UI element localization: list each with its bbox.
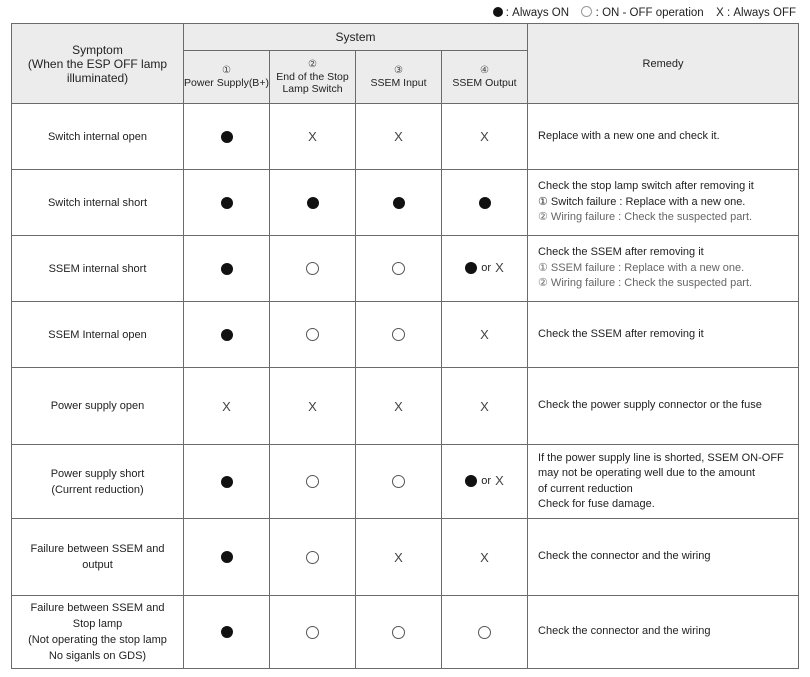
state-cell bbox=[356, 368, 442, 445]
symptom-text: Power supply short bbox=[50, 467, 145, 480]
always-on-dot-icon bbox=[221, 551, 233, 563]
legend-sep-2: : bbox=[595, 7, 599, 19]
always-off-x-icon: X bbox=[480, 327, 489, 342]
state-cell bbox=[184, 236, 270, 302]
table-row bbox=[12, 170, 799, 236]
always-on-dot-icon bbox=[493, 7, 503, 17]
legend-on-off: ON - OFF operation bbox=[602, 7, 704, 19]
on-off-circle-icon bbox=[306, 551, 319, 564]
state-cell bbox=[184, 596, 270, 669]
symptom-header: Symptom (When the ESP OFF lamp illuminated) bbox=[12, 24, 184, 104]
always-on-dot-icon bbox=[479, 197, 491, 209]
always-off-x-icon: X bbox=[480, 549, 489, 565]
always-off-x-icon: X bbox=[222, 398, 231, 414]
always-on-dot-icon bbox=[465, 475, 477, 487]
state-cell bbox=[270, 445, 356, 519]
state-cell bbox=[442, 236, 528, 302]
state-cell bbox=[442, 368, 528, 445]
on-off-circle-icon bbox=[306, 262, 319, 275]
symptom-text: (Current reduction) bbox=[51, 483, 144, 496]
state-cell bbox=[270, 302, 356, 368]
state-cell bbox=[184, 170, 270, 236]
state-cell bbox=[442, 170, 528, 236]
on-off-circle-icon bbox=[306, 328, 319, 341]
state-cell bbox=[356, 302, 442, 368]
state-cell bbox=[184, 302, 270, 368]
state-cell bbox=[270, 104, 356, 170]
symptom-text: output bbox=[82, 559, 113, 571]
state-cell bbox=[270, 236, 356, 302]
column-label: SSEM Input bbox=[370, 77, 427, 89]
symptom-cell bbox=[12, 445, 184, 519]
always-off-x-icon: X bbox=[394, 129, 403, 144]
symptom-cell bbox=[12, 368, 184, 445]
remedy-cell bbox=[528, 519, 799, 596]
system-column-header bbox=[184, 51, 270, 104]
state-cell bbox=[270, 170, 356, 236]
on-off-circle-icon bbox=[392, 475, 405, 488]
symptom-cell bbox=[12, 596, 184, 669]
state-cell bbox=[442, 519, 528, 596]
remedy-cell bbox=[528, 302, 799, 368]
always-off-x-icon: X bbox=[480, 398, 489, 414]
symptom-text: SSEM Internal open bbox=[48, 328, 147, 341]
always-on-dot-icon bbox=[221, 626, 233, 638]
legend-sep-1: : bbox=[505, 7, 509, 19]
remedy-text: Check the SSEM after removing it bbox=[538, 327, 704, 340]
legend-always-off: Always OFF bbox=[733, 7, 796, 19]
table-row bbox=[12, 596, 799, 669]
state-cell bbox=[356, 596, 442, 669]
state-cell bbox=[270, 368, 356, 445]
symptom-cell bbox=[12, 104, 184, 170]
legend-always-on: Always ON bbox=[512, 7, 570, 19]
remedy-text: Check the SSEM after removing it bbox=[538, 246, 704, 259]
state-cell bbox=[356, 170, 442, 236]
state-cell bbox=[356, 104, 442, 170]
state-cell bbox=[270, 519, 356, 596]
remedy-text: Replace with a new one and check it. bbox=[538, 129, 720, 142]
state-cell bbox=[184, 104, 270, 170]
remedy-text: Check the stop lamp switch after removing it bbox=[538, 180, 754, 193]
state-cell bbox=[442, 302, 528, 368]
or-text: or bbox=[481, 261, 492, 274]
always-on-dot-icon bbox=[221, 329, 233, 341]
always-off-x-icon: X bbox=[495, 473, 504, 489]
state-cell bbox=[184, 445, 270, 519]
remedy-text: ② Wiring failure : Check the suspected part. bbox=[538, 277, 753, 290]
remedy-cell bbox=[528, 445, 799, 519]
always-on-dot-icon bbox=[221, 197, 233, 209]
remedy-text: Check the connector and the wiring bbox=[538, 550, 711, 563]
table-row bbox=[12, 368, 799, 445]
system-header: System bbox=[184, 24, 528, 51]
table-row bbox=[12, 104, 799, 170]
symptom-text: Switch internal open bbox=[47, 130, 148, 143]
state-cell bbox=[184, 519, 270, 596]
state-cell bbox=[442, 445, 528, 519]
remedy-text: may not be operating well due to the amount bbox=[538, 467, 756, 479]
remedy-cell bbox=[528, 368, 799, 445]
always-on-dot-icon bbox=[307, 197, 319, 209]
column-label: SSEM Output bbox=[452, 77, 517, 89]
symptom-text: Failure between SSEM and bbox=[30, 602, 165, 614]
always-off-x-icon: X bbox=[394, 398, 403, 414]
table-row bbox=[12, 302, 799, 368]
remedy-text: of current reduction bbox=[538, 482, 633, 495]
always-off-x-icon: X bbox=[716, 7, 724, 19]
column-number: ② bbox=[308, 59, 317, 70]
state-cell bbox=[356, 445, 442, 519]
remedy-text: ① SSEM failure : Replace with a new one. bbox=[538, 261, 745, 274]
remedy-text: Check the power supply connector or the fuse bbox=[538, 399, 762, 412]
symptom-text: Failure between SSEM and bbox=[30, 543, 165, 555]
column-number: ① bbox=[222, 65, 231, 76]
or-text: or bbox=[481, 474, 492, 487]
state-cell bbox=[184, 368, 270, 445]
on-or-off-indicator bbox=[465, 260, 503, 275]
on-off-circle-icon bbox=[478, 626, 491, 639]
on-off-circle-icon bbox=[392, 262, 405, 275]
always-off-x-icon: X bbox=[495, 260, 504, 276]
column-number: ③ bbox=[394, 65, 403, 76]
column-number: ④ bbox=[480, 65, 489, 76]
remedy-header: Remedy bbox=[528, 24, 799, 104]
diagnosis-table bbox=[11, 23, 799, 669]
symptom-text: Switch internal short bbox=[47, 196, 148, 209]
remedy-text: If the power supply line is shorted, SSEM ON-OFF bbox=[538, 451, 784, 464]
remedy-cell bbox=[528, 236, 799, 302]
on-off-circle-icon bbox=[392, 626, 405, 639]
on-off-circle-icon bbox=[392, 328, 405, 341]
on-off-circle-icon bbox=[581, 6, 592, 17]
symptom-text: (Not operating the stop lamp bbox=[28, 634, 167, 646]
remedy-cell bbox=[528, 104, 799, 170]
state-cell bbox=[356, 519, 442, 596]
remedy-text: Check for fuse damage. bbox=[538, 498, 655, 510]
on-off-circle-icon bbox=[306, 626, 319, 639]
always-off-x-icon: X bbox=[394, 549, 403, 565]
always-on-dot-icon bbox=[221, 476, 233, 488]
symptom-cell bbox=[12, 170, 184, 236]
system-column-header bbox=[270, 51, 356, 104]
on-off-circle-icon bbox=[306, 475, 319, 488]
symptom-text: No siganls on GDS) bbox=[48, 650, 147, 662]
table-row bbox=[12, 236, 799, 302]
state-cell bbox=[442, 104, 528, 170]
remedy-text: ② Wiring failure : Check the suspected part. bbox=[538, 211, 753, 224]
always-on-dot-icon bbox=[221, 263, 233, 275]
legend-sep-3: : bbox=[726, 7, 731, 19]
remedy-cell bbox=[528, 170, 799, 236]
symptom-cell bbox=[12, 519, 184, 596]
remedy-text: ① Switch failure : Replace with a new one. bbox=[538, 195, 746, 208]
table-row bbox=[12, 445, 799, 519]
always-off-x-icon: X bbox=[480, 129, 489, 144]
always-on-dot-icon bbox=[393, 197, 405, 209]
column-label: Power Supply(B+) bbox=[184, 77, 269, 89]
system-column-header bbox=[356, 51, 442, 104]
symptom-text: SSEM internal short bbox=[48, 262, 147, 275]
always-on-dot-icon bbox=[221, 131, 233, 143]
symptom-text: Power supply open bbox=[50, 400, 145, 412]
on-or-off-indicator bbox=[465, 473, 503, 488]
always-on-dot-icon bbox=[465, 262, 477, 274]
state-cell bbox=[270, 596, 356, 669]
state-cell bbox=[442, 596, 528, 669]
system-column-header bbox=[442, 51, 528, 104]
remedy-text: Check the connector and the wiring bbox=[538, 625, 711, 638]
symptom-cell bbox=[12, 236, 184, 302]
symptom-cell bbox=[12, 302, 184, 368]
legend bbox=[493, 6, 796, 19]
table-row bbox=[12, 519, 799, 596]
always-off-x-icon: X bbox=[308, 129, 317, 144]
state-cell bbox=[356, 236, 442, 302]
remedy-cell bbox=[528, 596, 799, 669]
symptom-text: Stop lamp bbox=[72, 618, 123, 630]
always-off-x-icon: X bbox=[308, 398, 317, 414]
column-label: End of the Stop Lamp Switch bbox=[276, 71, 349, 95]
